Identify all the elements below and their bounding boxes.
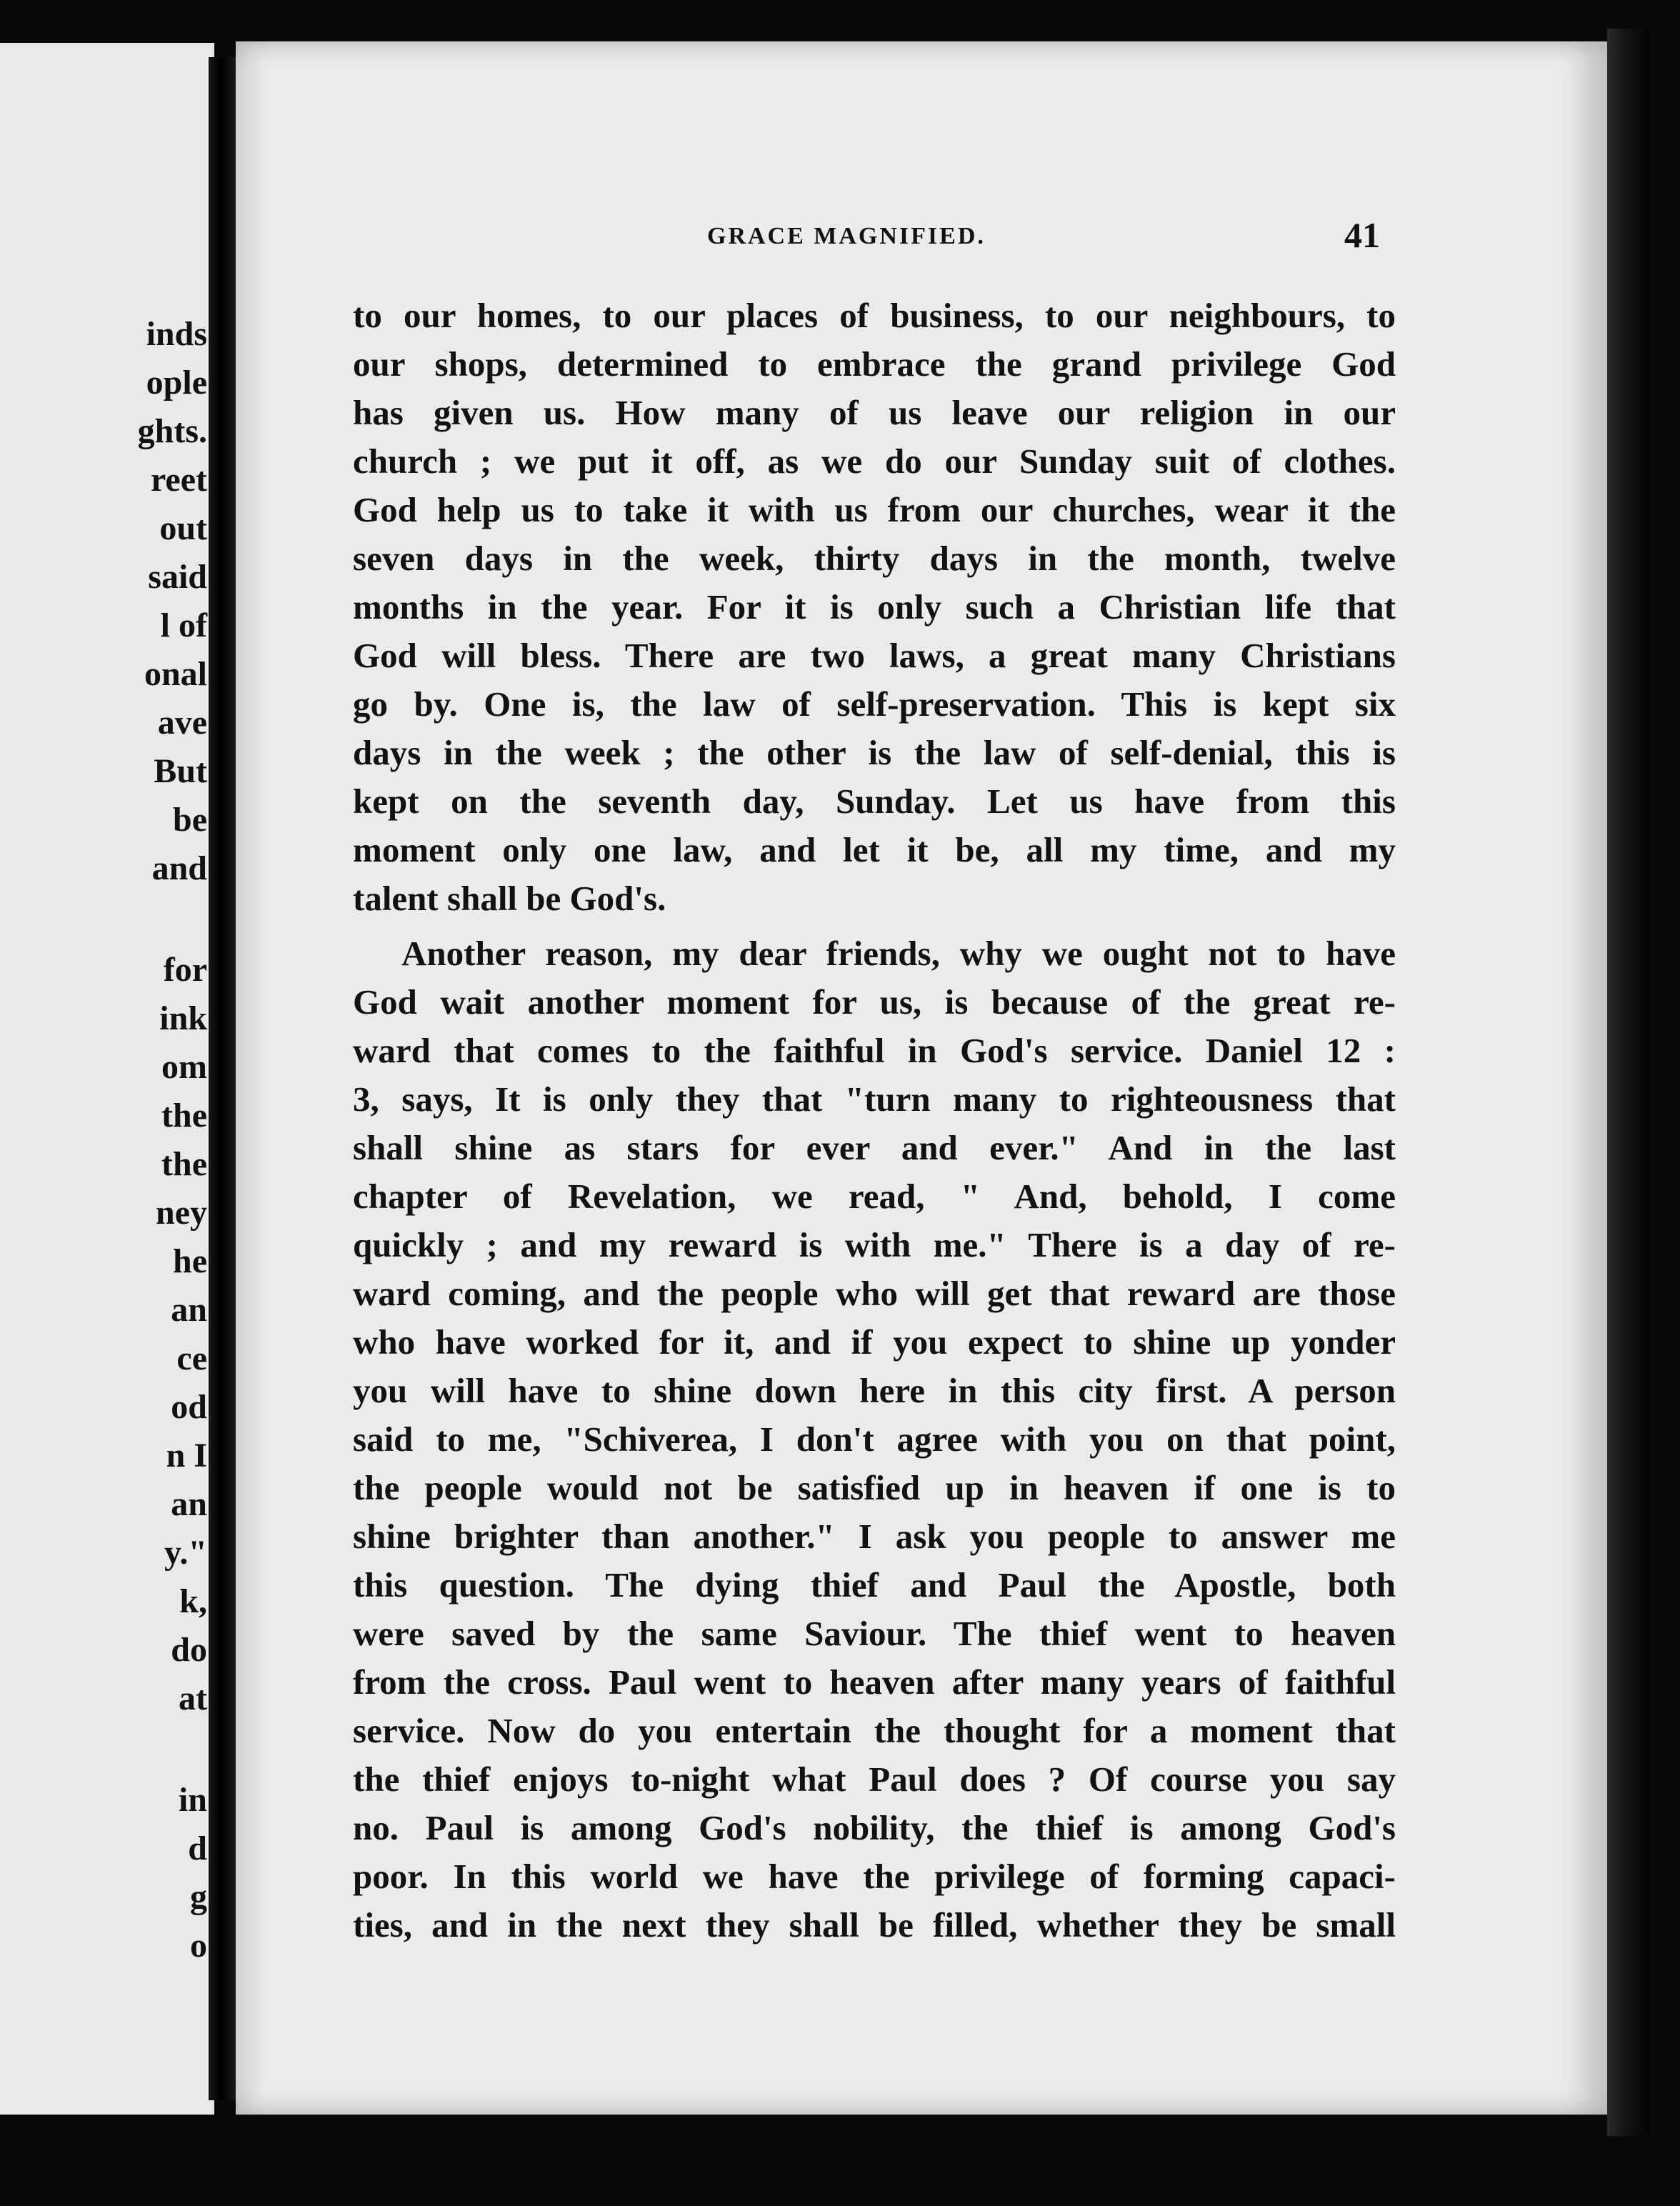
text-line: said to me, "Schiverea, I don't agree with you on that point,	[353, 1419, 1396, 1459]
left-page-fragment: do	[171, 1631, 207, 1669]
text-line: were saved by the same Saviour. The thief went to heaven	[353, 1614, 1396, 1653]
text-line: quickly ; and my reward is with me." There is a day of re-	[353, 1225, 1396, 1264]
text-line: you will have to shine down here in this city first. A person	[353, 1371, 1396, 1410]
text-line: from the cross. Paul went to heaven after many years of faithful	[353, 1662, 1396, 1702]
text-line: God help us to take it with us from our churches, wear it the	[353, 490, 1396, 529]
left-page-fragment: ave	[157, 704, 207, 742]
page-number: 41	[1344, 215, 1380, 255]
text-line: God will bless. There are two laws, a great many Christians	[353, 636, 1396, 675]
left-page-fragment: d	[188, 1830, 207, 1867]
left-page-fragment: ghts.	[137, 412, 207, 450]
left-page-fragment: g	[190, 1878, 207, 1916]
left-page-fragment: k,	[179, 1582, 207, 1620]
text-line: ties, and in the next they shall be filled, whether they be small	[353, 1905, 1396, 1945]
left-page-fragment: od	[171, 1388, 207, 1426]
left-page-fragment: for	[163, 951, 207, 989]
left-page-fragment: said	[148, 558, 207, 596]
text-line: shine brighter than another." I ask you people to answer me	[353, 1517, 1396, 1556]
left-page-fragment: o	[190, 1927, 207, 1965]
left-page-fragment: y."	[164, 1534, 207, 1572]
left-page-fragment: in	[178, 1781, 207, 1819]
text-line: 3, says, It is only they that "turn many to righteousness that	[353, 1079, 1396, 1119]
left-page-fragment: at	[179, 1680, 207, 1717]
left-page-fragment: an	[171, 1291, 207, 1329]
text-line: no. Paul is among God's nobility, the thief is among God's	[353, 1808, 1396, 1847]
left-page-fragment: l of	[160, 607, 207, 644]
text-line: seven days in the week, thirty days in the month, twelve	[353, 539, 1396, 578]
left-page-fragment: But	[154, 752, 207, 790]
left-page-fragment: ople	[146, 364, 207, 401]
text-line: who have worked for it, and if you expect to shine up yonder	[353, 1322, 1396, 1362]
left-page-fragment: n I	[166, 1437, 207, 1474]
text-line: days in the week ; the other is the law of self-denial, this is	[353, 733, 1396, 772]
left-page-fragment: the	[161, 1145, 207, 1183]
text-line: talent shall be God's.	[353, 879, 666, 918]
text-line: moment only one law, and let it be, all my time, and my	[353, 830, 1396, 869]
left-page-fragment: be	[173, 801, 207, 839]
left-page-fragment: out	[159, 509, 207, 547]
text-line: shall shine as stars for ever and ever." And in the last	[353, 1128, 1396, 1167]
text-line: the people would not be satisfied up in heaven if one is to	[353, 1468, 1396, 1507]
text-line: ward that comes to the faithful in God's service. Daniel 12 :	[353, 1031, 1396, 1070]
text-line: the thief enjoys to-night what Paul does ? Of course you say	[353, 1760, 1396, 1799]
left-page-fragment: inds	[146, 315, 207, 353]
page-edge-shadow	[1607, 29, 1650, 2136]
left-page-fragment: and	[151, 849, 207, 887]
text-line: service. Now do you entertain the thought for a moment that	[353, 1711, 1396, 1750]
text-line: go by. One is, the law of self-preservation. This is kept six	[353, 684, 1396, 724]
text-line: our shops, determined to embrace the grand privilege God	[353, 344, 1396, 384]
running-head: GRACE MAGNIFIED.	[707, 223, 986, 249]
left-page-fragment: ney	[156, 1194, 207, 1232]
left-page-fragment: he	[173, 1242, 207, 1280]
left-page-fragment: ink	[159, 999, 207, 1037]
text-line: kept on the seventh day, Sunday. Let us have from this	[353, 782, 1396, 821]
text-line: Another reason, my dear friends, why we ought not to have	[401, 934, 1396, 973]
text-line: to our homes, to our places of business, to our neighbours, to	[353, 296, 1396, 335]
text-line: poor. In this world we have the privilege of forming capaci-	[353, 1857, 1396, 1896]
left-page-fragment: onal	[144, 655, 207, 693]
text-line: ward coming, and the people who will get that reward are those	[353, 1274, 1396, 1313]
text-line: months in the year. For it is only such a Christian life that	[353, 587, 1396, 627]
left-page-fragment: reet	[150, 461, 207, 499]
text-line: has given us. How many of us leave our religion in our	[353, 393, 1396, 432]
text-line: chapter of Revelation, we read, " And, behold, I come	[353, 1177, 1396, 1216]
text-line: church ; we put it off, as we do our Sunday suit of clothes.	[353, 441, 1396, 481]
text-line: this question. The dying thief and Paul the Apostle, both	[353, 1565, 1396, 1604]
left-page-fragment: ce	[176, 1339, 207, 1377]
left-page-fragment: om	[161, 1048, 207, 1086]
left-page-fragment: an	[171, 1485, 207, 1523]
left-page-fragment: the	[161, 1097, 207, 1134]
left-facing-page	[0, 43, 214, 2115]
text-line: God wait another moment for us, is because of the great re-	[353, 982, 1396, 1022]
